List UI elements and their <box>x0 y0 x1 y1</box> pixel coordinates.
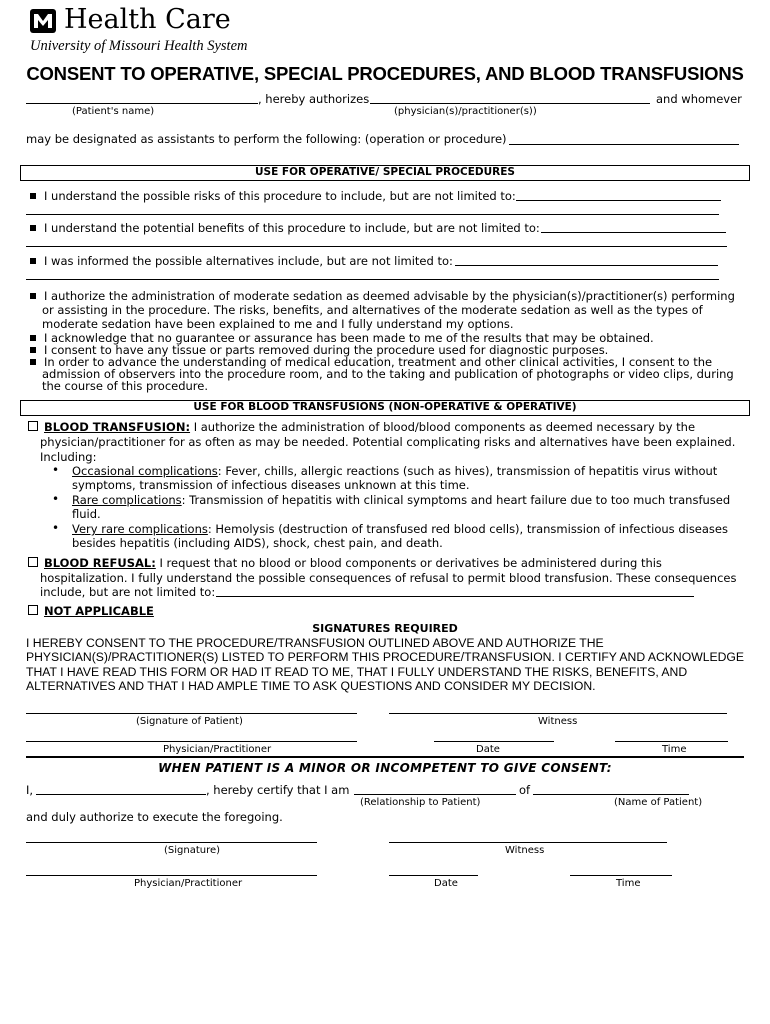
relationship-field[interactable] <box>354 794 516 795</box>
rare-line-2: fluid. <box>72 507 101 521</box>
time-field[interactable] <box>615 741 728 742</box>
guardian-signature-field[interactable] <box>26 842 317 843</box>
assistants-text: may be designated as assistants to perform the following: (operation or procedure) <box>26 132 507 146</box>
witness-caption: Witness <box>538 716 578 727</box>
section-blood-heading: USE FOR BLOOD TRANSFUSIONS (NON-OPERATIVE & OPERATIVE) <box>20 400 750 416</box>
square-bullet-icon <box>30 347 36 353</box>
physician-caption: (physician(s)/practitioner(s)) <box>394 106 537 117</box>
observers-line-3: the course of this procedure. <box>42 379 209 393</box>
risks-item: I understand the possible risks of this procedure to include, but are not limited to: <box>30 189 516 203</box>
name-of-patient-caption: (Name of Patient) <box>614 797 703 808</box>
form-title: CONSENT TO OPERATIVE, SPECIAL PROCEDURES, AND BLOOD TRANSFUSIONS <box>26 63 744 84</box>
duly-authorize-text: and duly authorize to execute the foregoing. <box>26 810 283 824</box>
blood-refusal-line-3: include, but are not limited to: <box>40 585 216 599</box>
square-bullet-icon <box>30 258 36 264</box>
minor-witness-field[interactable] <box>389 842 667 843</box>
refusal-consequences-field[interactable] <box>216 596 694 597</box>
observers-item: In order to advance the understanding of medical education, treatment and other clinical activities, I consent to the <box>30 356 712 368</box>
patient-name-field[interactable] <box>26 103 258 104</box>
benefits-field-1[interactable] <box>541 232 726 233</box>
not-applicable-option[interactable] <box>28 604 154 618</box>
blood-refusal-option[interactable]: BLOOD REFUSAL: I request that no blood or blood components or derivatives be administered during this <box>28 556 662 570</box>
observers-line-2: admission of observers into the procedure room, and to the taking and publication of photographs or video clips, during <box>42 367 734 381</box>
time-caption: Time <box>662 744 687 755</box>
minor-time-field[interactable] <box>570 875 672 876</box>
rare-complications: Rare complications: Transmission of hepatitis with clinical symptoms and heart failure due to too much transfused <box>72 493 731 507</box>
blood-transfusion-checkbox[interactable] <box>28 421 38 431</box>
benefits-field-2[interactable] <box>26 246 727 247</box>
square-bullet-icon <box>30 225 36 231</box>
square-bullet-icon <box>30 335 36 341</box>
sedation-item: I authorize the administration of moderate sedation as deemed advisable by the physician(s)/practitioner(s) performing <box>30 289 735 303</box>
alternatives-field-2[interactable] <box>26 279 719 280</box>
minor-heading: WHEN PATIENT IS A MINOR OR INCOMPETENT TO GIVE CONSENT: <box>158 761 612 775</box>
patient-name-caption: (Patient's name) <box>72 106 155 117</box>
minor-date-field[interactable] <box>389 875 478 876</box>
not-applicable-checkbox[interactable] <box>28 605 38 615</box>
blood-transfusion-line-2: physician/practitioner for as often as may be needed. Potential complicating risks and alternatives have been explained. <box>40 435 736 449</box>
blood-transfusion-label: BLOOD TRANSFUSION: <box>44 420 191 434</box>
guardian-signature-caption: (Signature) <box>164 845 221 856</box>
consent-line-3: THAT I HAVE READ THIS FORM OR HAD IT READ TO ME, THAT I FULLY UNDERSTAND THE RISKS, BENEFITS, AND <box>26 665 688 679</box>
round-bullet-icon: • <box>52 492 60 506</box>
patient-signature-field[interactable] <box>26 713 357 714</box>
occasional-line-2: symptoms, transmission of infectious diseases unknown at this time. <box>72 478 470 492</box>
and-whomever-text: and whomever <box>656 92 742 106</box>
sedation-line-3: moderate sedation have been explained to me and I fully understand my options. <box>42 317 514 331</box>
consent-line-1: I HEREBY CONSENT TO THE PROCEDURE/TRANSFUSION OUTLINED ABOVE AND AUTHORIZE THE <box>26 636 604 650</box>
minor-i: I, <box>26 783 34 797</box>
risks-field-1[interactable] <box>516 200 721 201</box>
minor-time-caption: Time <box>616 878 641 889</box>
mizzou-tiger-shield-icon <box>30 9 56 33</box>
blood-transfusion-option[interactable]: BLOOD TRANSFUSION: I authorize the administration of blood/blood components as deemed necessary by the <box>28 420 695 434</box>
guardian-name-field[interactable] <box>36 794 206 795</box>
blood-transfusion-line-3: Including: <box>40 450 97 464</box>
minor-physician-field[interactable] <box>26 875 317 876</box>
minor-certify-text: , hereby certify that I am <box>206 783 350 797</box>
section-divider <box>26 756 744 758</box>
square-bullet-icon <box>30 293 36 299</box>
occasional-complications: Occasional complications: Fever, chills, allergic reactions (such as hives), transmission of hepatitis virus without <box>72 464 718 478</box>
authorize-text: , hereby authorizes <box>258 92 370 106</box>
very-rare-complications: Very rare complications: Hemolysis (destruction of transfused red blood cells), transmission of infectious diseases <box>72 522 728 536</box>
benefits-item: I understand the potential benefits of this procedure to include, but are not limited to: <box>30 221 540 235</box>
round-bullet-icon: • <box>52 463 60 477</box>
org-subtitle: University of Missouri Health System <box>30 38 248 54</box>
sedation-line-2: or assisting in the procedure. The risks, benefits, and alternatives of the moderate sedation as well as the types of <box>42 303 703 317</box>
minor-date-caption: Date <box>434 878 458 889</box>
section-operative-heading: USE FOR OPERATIVE/ SPECIAL PROCEDURES <box>20 165 750 181</box>
date-caption: Date <box>476 744 500 755</box>
blood-refusal-line-2: hospitalization. I fully understand the possible consequences of refusal to permit blood transfusion. These consequences <box>40 571 737 585</box>
physician-caption: Physician/Practitioner <box>163 744 272 755</box>
square-bullet-icon <box>30 359 36 365</box>
tissue-item: I consent to have any tissue or parts removed during the procedure used for diagnostic purposes. <box>30 344 608 356</box>
date-field[interactable] <box>434 741 554 742</box>
alternatives-item: I was informed the possible alternatives include, but are not limited to: <box>30 254 453 268</box>
consent-line-4: ALTERNATIVES AND THAT I HAD AMPLE TIME TO ASK QUESTIONS AND CONSIDER MY DECISION. <box>26 679 596 693</box>
alternatives-field-1[interactable] <box>455 265 718 266</box>
round-bullet-icon: • <box>52 521 60 535</box>
physician-field[interactable] <box>370 103 650 104</box>
square-bullet-icon <box>30 193 36 199</box>
not-applicable-label: NOT APPLICABLE <box>44 604 154 618</box>
minor-physician-caption: Physician/Practitioner <box>134 878 243 889</box>
physician-signature-field[interactable] <box>26 741 357 742</box>
patient-signature-caption: (Signature of Patient) <box>136 716 243 727</box>
guarantee-item: I acknowledge that no guarantee or assurance has been made to me of the results that may be obtained. <box>30 332 654 344</box>
risks-field-2[interactable] <box>26 214 719 215</box>
minor-patient-name-field[interactable] <box>533 794 689 795</box>
relationship-caption: (Relationship to Patient) <box>360 797 481 808</box>
very-rare-line-2: besides hepatitis (including AIDS), shock, chest pain, and death. <box>72 536 443 550</box>
minor-of-text: of <box>519 783 531 797</box>
signatures-required-heading: SIGNATURES REQUIRED <box>312 622 458 635</box>
procedure-field[interactable] <box>509 144 739 145</box>
blood-refusal-checkbox[interactable] <box>28 557 38 567</box>
minor-witness-caption: Witness <box>505 845 545 856</box>
witness-field[interactable] <box>389 713 727 714</box>
blood-refusal-label: BLOOD REFUSAL: <box>44 556 156 570</box>
consent-line-2: PHYSICIAN(S)/PRACTITIONER(S) LISTED TO PERFORM THIS PROCEDURE/TRANSFUSION. I CERTIFY AND ACKNOWLEDGE <box>26 650 745 664</box>
org-name: Health Care <box>64 4 231 35</box>
